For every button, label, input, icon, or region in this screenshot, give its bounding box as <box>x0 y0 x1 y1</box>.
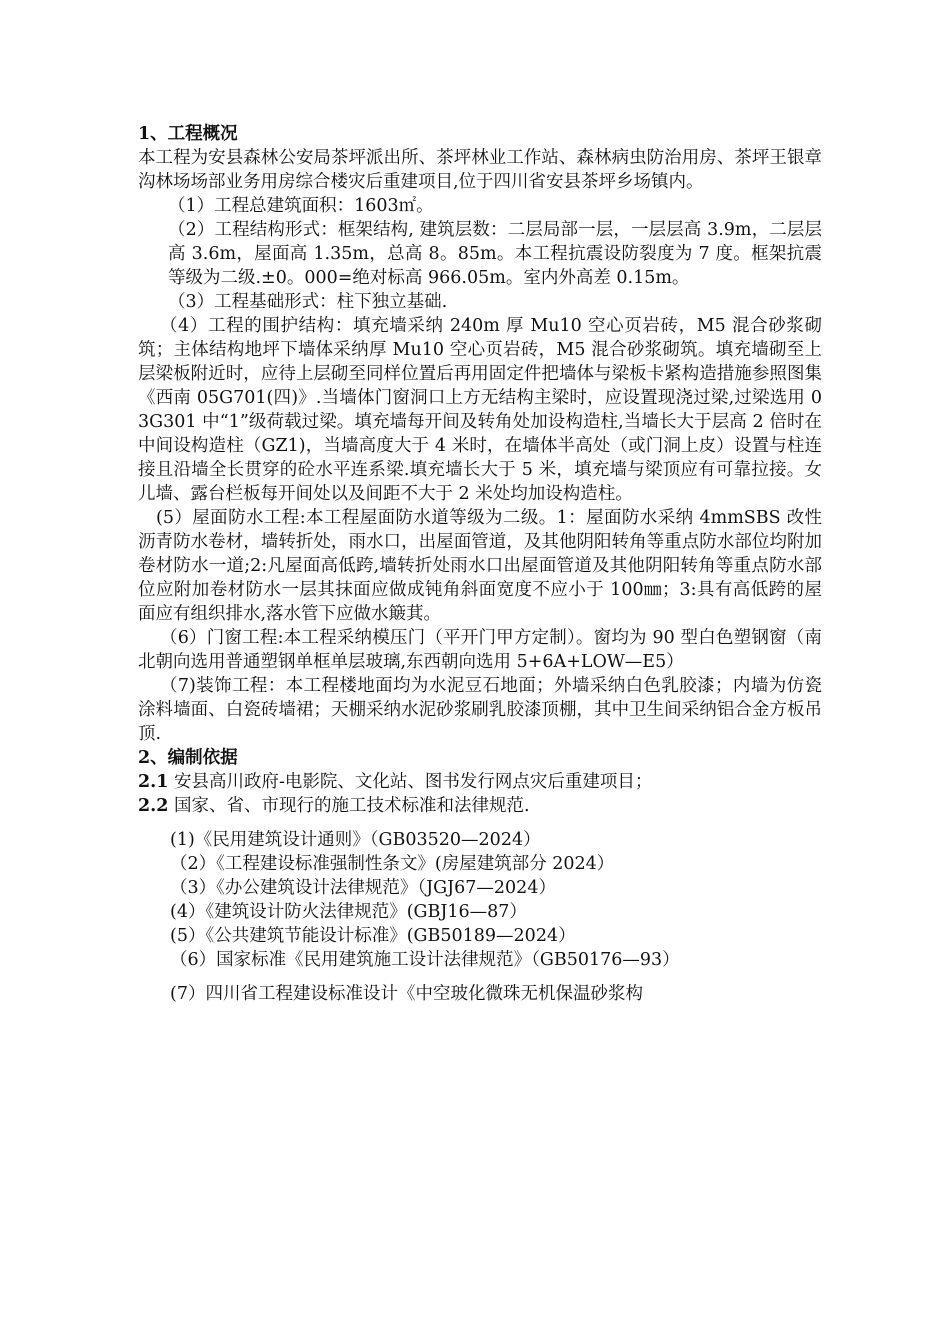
overview-item-area: （1）工程总建筑面积：1603㎡。 <box>168 196 434 216</box>
basis-item-2-2 <box>138 794 822 818</box>
overview-intro-paragraph: 本工程为安县森林公安局茶坪派出所、茶坪林业工作站、森林病虫防治用房、茶坪王银章沟林场场部业务用房综合楼灾后重建项目,位于四川省安县茶坪乡场镇内。 <box>138 148 822 192</box>
overview-item-decoration: （7)装饰工程：本工程楼地面均为水泥豆石地面；外墙采纳白色乳胶漆；内墙为仿瓷涂料墙面、白瓷砖墙裙；天棚采纳水泥砂浆刷乳胶漆顶棚，其中卫生间采纳铝合金方板吊顶. <box>138 676 822 744</box>
overview-item-structure: （2）工程结构形式：框架结构, 建筑层数：二层局部一层，一层层高 3.9m，二层层高 3.6m，屋面高 1.35m，总高 8。85m。本工程抗震设防裂度为 7 度。框架抗震等级为二级.±0。000=绝对标高 966.05m。室内外高差 0.15m。 <box>168 220 822 288</box>
basis-item-2-2-number: 2.2 <box>138 796 169 816</box>
reference-item: （3）《办公建筑设计法律规范》（JGJ67—2024） <box>170 878 556 898</box>
spacer <box>138 972 822 982</box>
reference-item: （6）国家标准《民用建筑施工设计法律规范》（GB50176—93） <box>170 950 680 970</box>
reference-item: (4）《建筑设计防火法律规范》(GBJ16—87） <box>170 902 527 922</box>
basis-item-2-1-text: 安县高川政府-电影院、文化站、图书发行网点灾后重建项目； <box>168 772 653 792</box>
reference-item: (5）《公共建筑节能设计标准》(GB50189—2024） <box>170 926 576 946</box>
reference-item: (1)《民用建筑设计通则》（GB03520—2024） <box>170 830 541 850</box>
overview-item-enclosure: （4）工程的围护结构：填充墙采纳 240m 厚 Mu10 空心页岩砖，M5 混合砂浆砌筑；主体结构地坪下墙体采纳厚 Mu10 空心页岩砖，M5 混合砂浆砌筑。填充墙砌至上层梁板附近时，应待上层砌至同样位置后再用固定件把墙体与梁板卡紧构造措施参照图集《西南 05G701(四)》.当墙体门窗洞口上方无结构主梁时，应设置现浇过梁,过梁选用 03G301 中“1”级荷载过梁。填充墙每开间及转角处加设构造柱,当墙长大于层高 2 倍时在中间设构造柱（GZ1)，当墙高度大于 4 米时，在墙体半高处（或门洞上皮）设置与柱连接且沿墙全长贯穿的砼水平连系梁.填充墙长大于 5 米，填充墙与梁顶应有可靠拉接。女儿墙、露台栏板每开间处以及间距不大于 2 米处均加设构造柱。 <box>138 316 822 504</box>
section-heading-overview: 1、工程概况 <box>138 124 238 144</box>
basis-item-2-2-text: 国家、省、市现行的施工技术标准和法律规范. <box>168 796 530 816</box>
spacer <box>138 818 822 828</box>
document-page <box>138 122 822 1006</box>
overview-item-roof-waterproofing: (5）屋面防水工程:本工程屋面防水道等级为二级。1：屋面防水采纳 4mmSBS 改性沥青防水卷材，墙转折处，雨水口，出屋面管道，及其他阴阳转角等重点防水部位均附加卷材防水一道;2:凡屋面高低跨,墙转折处雨水口出屋面管道及其他阴阳转角等重点防水部位应附加卷材防水一层其抹面应做成钝角斜面宽度不应小于 100㎜；3:具有高低跨的屋面应有组织排水,落水管下应做水簸萁。 <box>138 508 822 624</box>
reference-item-continued: (7）四川省工程建设标准设计《中空玻化微珠无机保温砂浆构 <box>170 984 643 1004</box>
basis-item-2-1 <box>138 770 822 794</box>
basis-item-2-1-number: 2.1 <box>138 772 169 792</box>
overview-item-foundation: （3）工程基础形式：柱下独立基础. <box>168 292 448 312</box>
reference-item: （2）《工程建设标准强制性条文》(房屋建筑部分 2024） <box>170 854 615 874</box>
overview-item-doors-windows: （6）门窗工程:本工程采纳模压门（平开门甲方定制）。窗均为 90 型白色塑钢窗（南北朝向选用普通塑钢单框单层玻璃,东西朝向选用 5+6A+LOW—E5） <box>138 628 822 672</box>
section-heading-basis: 2、编制依据 <box>138 748 238 768</box>
